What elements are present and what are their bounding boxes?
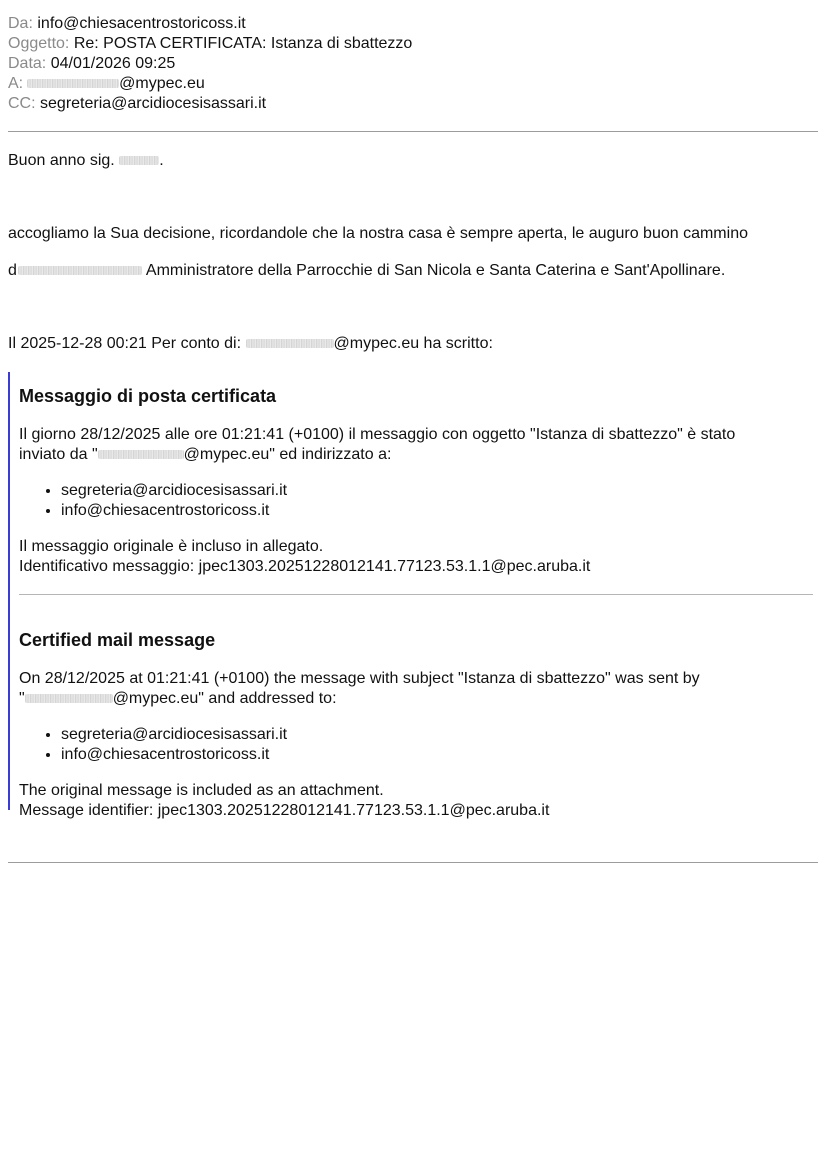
cc-label: CC: (8, 95, 36, 112)
recipient-list (19, 725, 815, 765)
list-item: • segreteria@arcidiocesisassari.it (61, 481, 815, 501)
email-header (8, 14, 412, 114)
list-item: • info@chiesacentrostoricoss.it (61, 501, 815, 521)
greeting (8, 151, 164, 171)
notice-line-2 (19, 445, 815, 465)
date-row (8, 54, 412, 74)
certified-message-it (19, 385, 815, 577)
redacted-text (18, 266, 142, 275)
quoted-message (8, 372, 814, 819)
notice-line-2-prefix: inviato da " (19, 446, 98, 463)
notice-line-1: On 28/12/2025 at 01:21:41 (+0100) the message with subject "Istanza di sbattezzo" was sent by (19, 670, 700, 687)
date-label: Data: (8, 55, 47, 72)
to-value: @mypec.eu (119, 75, 205, 92)
subject-value: Re: POSTA CERTIFICATA: Istanza di sbattezzo (73, 35, 413, 52)
recipient-list (19, 481, 815, 521)
subject-row (8, 34, 412, 54)
notice-line-2-suffix: @mypec.eu" and addressed to: (112, 690, 337, 707)
header-divider (8, 131, 818, 132)
redacted-text (119, 156, 159, 165)
quote-intro (8, 334, 493, 354)
signature-prefix: d (8, 262, 17, 279)
message-identifier: Identificativo messaggio: jpec1303.20251228012141.77123.53.1.1@pec.aruba.it (19, 558, 591, 575)
cc-value: segreteria@arcidiocesisassari.it (40, 95, 267, 112)
notice-line-1: Il giorno 28/12/2025 alle ore 01:21:41 (+0100) il messaggio con oggetto "Istanza di sbattezzo" è stato (19, 426, 736, 443)
section-title: Messaggio di posta certificata (19, 386, 277, 406)
footer-divider (8, 862, 818, 863)
from-value: info@chiesacentrostoricoss.it (37, 15, 246, 32)
message-paragraph: accogliamo la Sua decisione, ricordandole che la nostra casa è sempre aperta, le auguro buon cammino (8, 225, 748, 242)
from-label: Da: (8, 15, 33, 32)
notice-line-2-prefix: " (19, 690, 25, 707)
notice-line-2 (19, 689, 815, 709)
message-identifier: Message identifier: jpec1303.20251228012141.77123.53.1.1@pec.aruba.it (19, 802, 550, 819)
attachment-note: The original message is included as an attachment. (19, 782, 384, 799)
cc-row (8, 94, 412, 114)
signature-text: Amministratore della Parrocchie di San Nicola e Santa Caterina e Sant'Apollinare. (145, 262, 726, 279)
greeting-end: . (159, 152, 164, 169)
date-value: 04/01/2026 09:25 (50, 55, 176, 72)
from-row (8, 14, 412, 34)
signature-line (8, 261, 725, 281)
to-row (8, 74, 412, 94)
list-item: • info@chiesacentrostoricoss.it (61, 745, 815, 765)
list-item: • segreteria@arcidiocesisassari.it (61, 725, 815, 745)
quote-intro-prefix: Il 2025-12-28 00:21 Per conto di: (8, 335, 242, 352)
certified-message-en (19, 629, 815, 821)
greeting-text: Buon anno sig. (8, 152, 115, 169)
notice-line-2-suffix: @mypec.eu" ed indirizzato a: (183, 446, 392, 463)
redacted-text (98, 450, 184, 459)
redacted-text (27, 79, 119, 88)
quote-intro-suffix: @mypec.eu ha scritto: (333, 335, 493, 352)
attachment-note: Il messaggio originale è incluso in allegato. (19, 538, 324, 555)
to-label: A: (8, 75, 24, 92)
section-divider (19, 594, 813, 595)
redacted-text (25, 694, 113, 703)
section-title: Certified mail message (19, 630, 216, 650)
redacted-text (246, 339, 334, 348)
subject-label: Oggetto: (8, 35, 70, 52)
